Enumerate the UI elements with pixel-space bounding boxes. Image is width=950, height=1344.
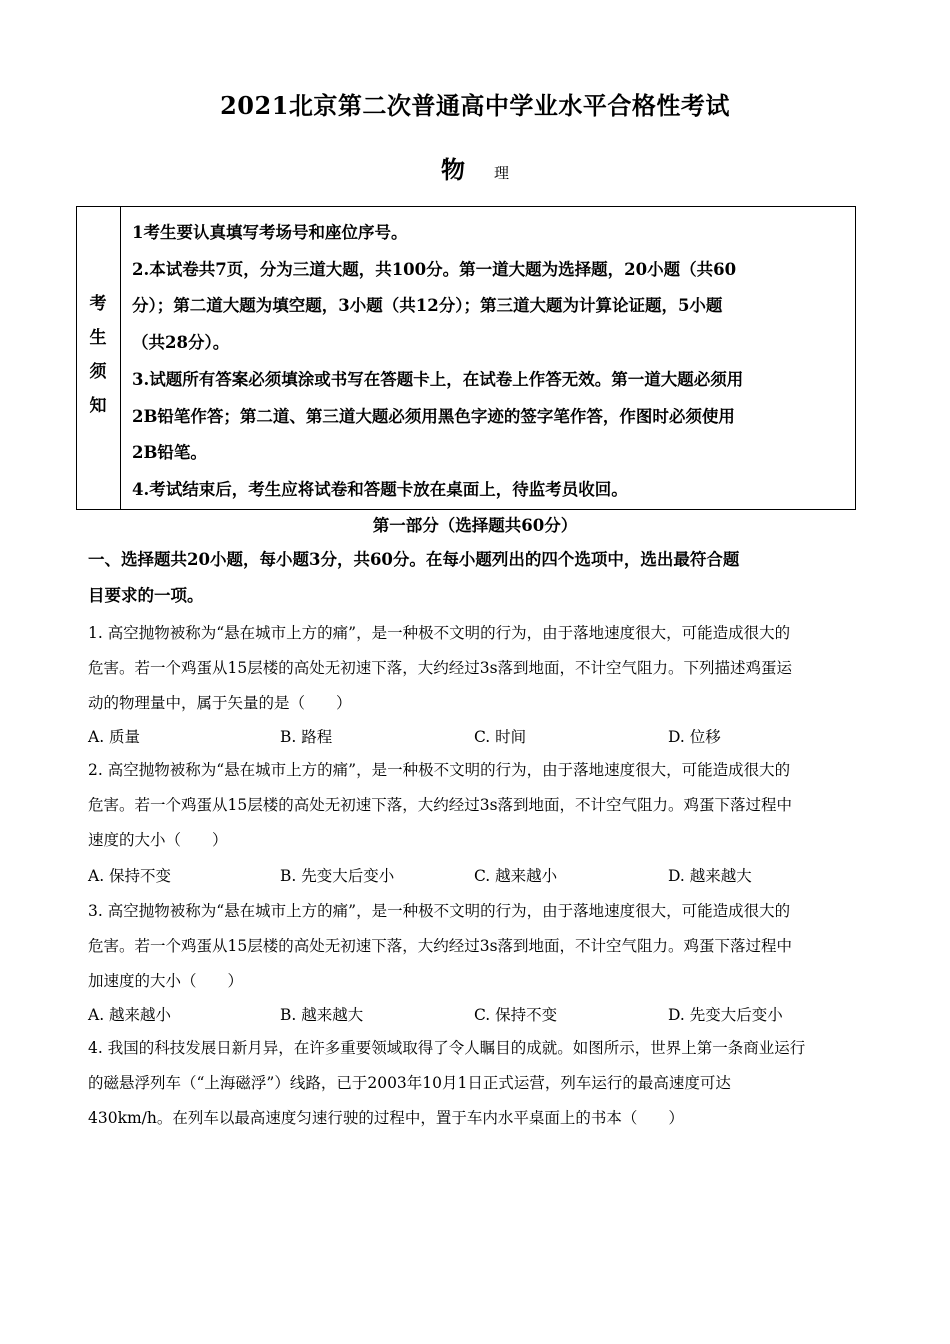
question-text-line: 430km/h。在列车以最高速度匀速行驶的过程中，置于车内水平桌面上的书本（ ）	[88, 1109, 684, 1127]
notice-line: 3.试题所有答案必须填涂或书写在答题卡上，在试卷上作答无效。第一道大题必须用	[132, 369, 744, 389]
option-b: B. 路程	[280, 728, 333, 746]
question-text-line: 2. 高空抛物被称为“悬在城市上方的痛”，是一种极不文明的行为，由于落地速度很大，可能造成很大的	[88, 761, 791, 779]
question-text-line: 速度的大小（ ）	[88, 831, 228, 849]
subject-char-big: 物	[440, 155, 465, 184]
question-4	[88, 1031, 868, 1136]
section-intro-line: 一、选择题共20小题，每小题3分，共60分。在每小题列出的四个选项中，选出最符合题	[88, 550, 740, 569]
option-a: A. 越来越小	[88, 1006, 172, 1024]
option-a: A. 质量	[88, 728, 141, 746]
option-c: C. 时间	[474, 728, 527, 746]
part-one-title: 第一部分（选择题共60分）	[372, 516, 578, 535]
exam-title: 2021北京第二次普通高中学业水平合格性考试	[220, 91, 730, 120]
question-text-line: 危害。若一个鸡蛋从15层楼的高处无初速下落，大约经过3s落到地面，不计空气阻力。鸡蛋下落过程中	[88, 796, 793, 814]
question-2	[88, 753, 868, 894]
question-text-line: 危害。若一个鸡蛋从15层楼的高处无初速下落，大约经过3s落到地面，不计空气阻力。下列描述鸡蛋运	[88, 659, 793, 677]
question-text-line: 的磁悬浮列车（“上海磁浮”）线路，已于2003年10月1日正式运营，列车运行的最高速度可达	[88, 1074, 731, 1092]
section-intro-line: 目要求的一项。	[88, 586, 204, 605]
notice-label-char: 知	[89, 396, 107, 416]
option-c: C. 保持不变	[474, 1006, 558, 1024]
question-3	[88, 894, 868, 1031]
question-list	[88, 616, 868, 1136]
notice-line: 2B铅笔。	[132, 443, 207, 463]
notice-line: 分）；第二道大题为填空题，3小题（共12分）；第三道大题为计算论证题，5小题	[132, 296, 723, 316]
notice-line: 2B铅笔作答；第二道、第三道大题必须用黑色字迹的签字笔作答，作图时必须使用	[132, 406, 735, 426]
option-b: B. 越来越大	[280, 1006, 364, 1024]
option-c: C. 越来越小	[474, 867, 558, 885]
notice-line: 1考生要认真填写考场号和座位序号。	[132, 223, 408, 242]
option-a: A. 保持不变	[88, 867, 172, 885]
notice-label-cell	[77, 207, 121, 509]
option-d: D. 先变大后变小	[668, 1006, 783, 1024]
question-text-line: 动的物理量中，属于矢量的是（ ）	[88, 694, 352, 712]
option-d: D. 越来越大	[668, 867, 752, 885]
option-b: B. 先变大后变小	[280, 867, 395, 885]
notice-label-char: 生	[89, 328, 107, 348]
candidate-notice-box	[76, 206, 856, 510]
question-text-line: 危害。若一个鸡蛋从15层楼的高处无初速下落，大约经过3s落到地面，不计空气阻力。鸡蛋下落过程中	[88, 937, 793, 955]
question-text-line: 3. 高空抛物被称为“悬在城市上方的痛”，是一种极不文明的行为，由于落地速度很大，可能造成很大的	[88, 902, 791, 920]
notice-label-char: 须	[89, 362, 107, 382]
notice-line: 4.考试结束后，考生应将试卷和答题卡放在桌面上，待监考员收回。	[132, 479, 628, 499]
notice-label-char: 考	[89, 294, 107, 314]
question-text-line: 1. 高空抛物被称为“悬在城市上方的痛”，是一种极不文明的行为，由于落地速度很大，可能造成很大的	[88, 624, 791, 642]
notice-line: 2.本试卷共7页，分为三道大题，共100分。第一道大题为选择题，20小题（共60	[132, 259, 737, 279]
subject-char-small: 理	[494, 164, 510, 182]
answer-options	[88, 999, 868, 1031]
notice-line: （共28分）。	[132, 333, 230, 353]
question-text-line: 4. 我国的科技发展日新月异，在许多重要领域取得了令人瞩目的成就。如图所示，世界上第一条商业运行	[88, 1039, 806, 1057]
subject-heading	[0, 150, 950, 185]
answer-options	[88, 858, 868, 894]
option-d: D. 位移	[668, 728, 721, 746]
section-intro	[88, 542, 868, 614]
answer-options	[88, 721, 868, 753]
question-text-line: 加速度的大小（ ）	[88, 972, 244, 990]
question-1	[88, 616, 868, 753]
notice-content	[132, 215, 844, 509]
